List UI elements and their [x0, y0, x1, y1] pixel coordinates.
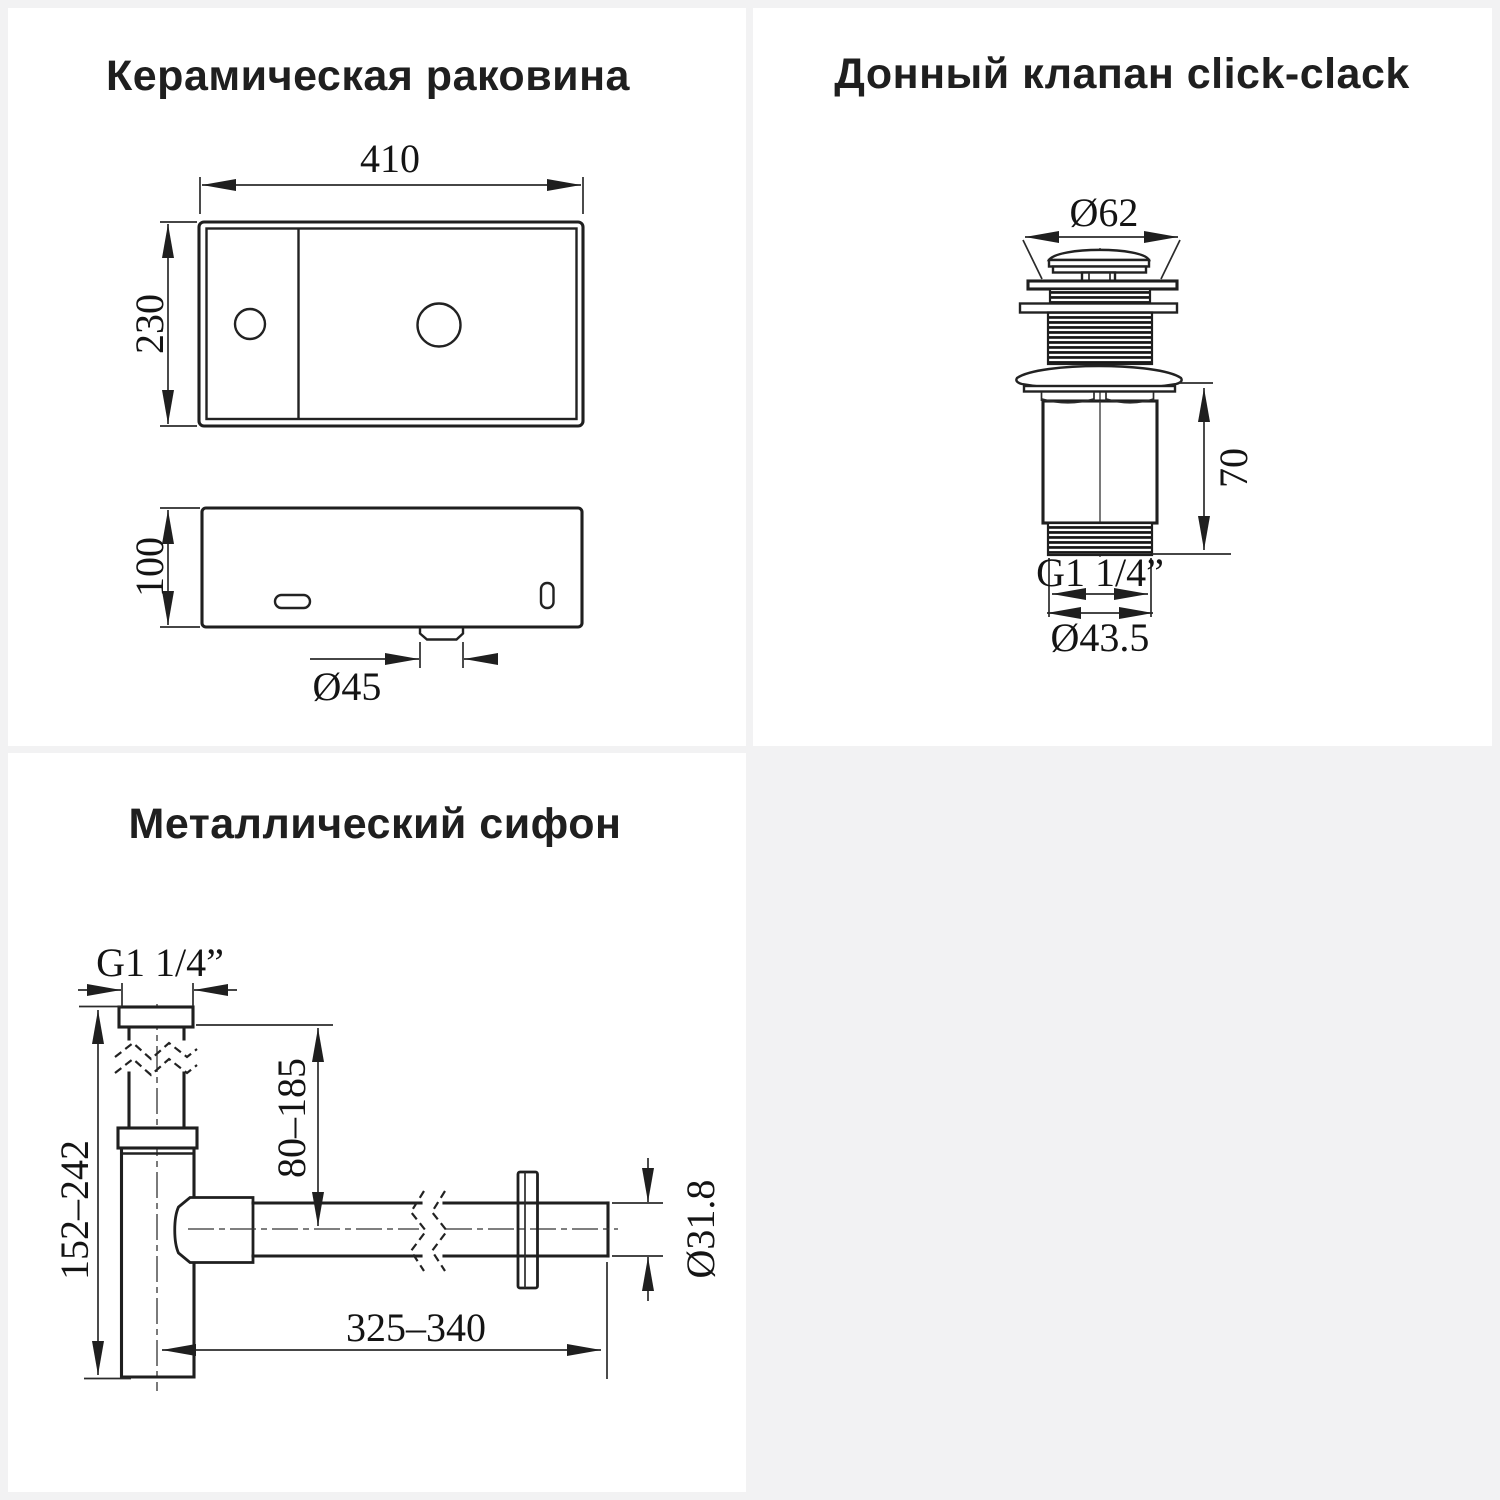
sink-card	[8, 8, 746, 746]
valve-height-label: 70	[1211, 448, 1256, 488]
panel-sink	[8, 8, 746, 746]
sink-title: Керамическая раковина	[106, 52, 630, 100]
valve-cap-label: Ø62	[1069, 190, 1139, 235]
valve-outlet-dimension	[1047, 613, 1153, 660]
siphon-title: Металлический сифон	[128, 800, 622, 848]
siphon-total-height-label: 152–242	[52, 1140, 97, 1280]
sink-height-label: 100	[127, 537, 172, 597]
valve-outlet-label: Ø43.5	[1050, 615, 1150, 660]
siphon-thread-label: G1 1/4”	[96, 940, 224, 985]
siphon-tee-junction	[175, 1198, 253, 1263]
panel-valve	[753, 8, 1492, 746]
sink-depth-label: 230	[127, 294, 172, 354]
sink-drain-label: Ø45	[312, 664, 382, 709]
siphon-card	[8, 753, 746, 1492]
panel-siphon	[8, 753, 746, 1492]
valve-thread-upper	[1050, 289, 1150, 304]
siphon-length-label: 325–340	[346, 1305, 486, 1350]
valve-top-flange	[1028, 281, 1177, 289]
valve-title: Донный клапан click-clack	[834, 50, 1410, 98]
siphon-pipe-diameter-label: Ø31.8	[678, 1179, 723, 1279]
valve-flange-plate	[1024, 386, 1175, 392]
siphon-inlet-depth-label: 80–185	[269, 1058, 314, 1178]
valve-thread-label: G1 1/4”	[1036, 550, 1164, 595]
sink-width-label: 410	[360, 136, 420, 181]
siphon-inlet-flange	[119, 1007, 193, 1027]
siphon-nut	[118, 1128, 197, 1148]
valve-locknut	[1020, 304, 1177, 313]
valve-thread-main	[1048, 313, 1152, 365]
